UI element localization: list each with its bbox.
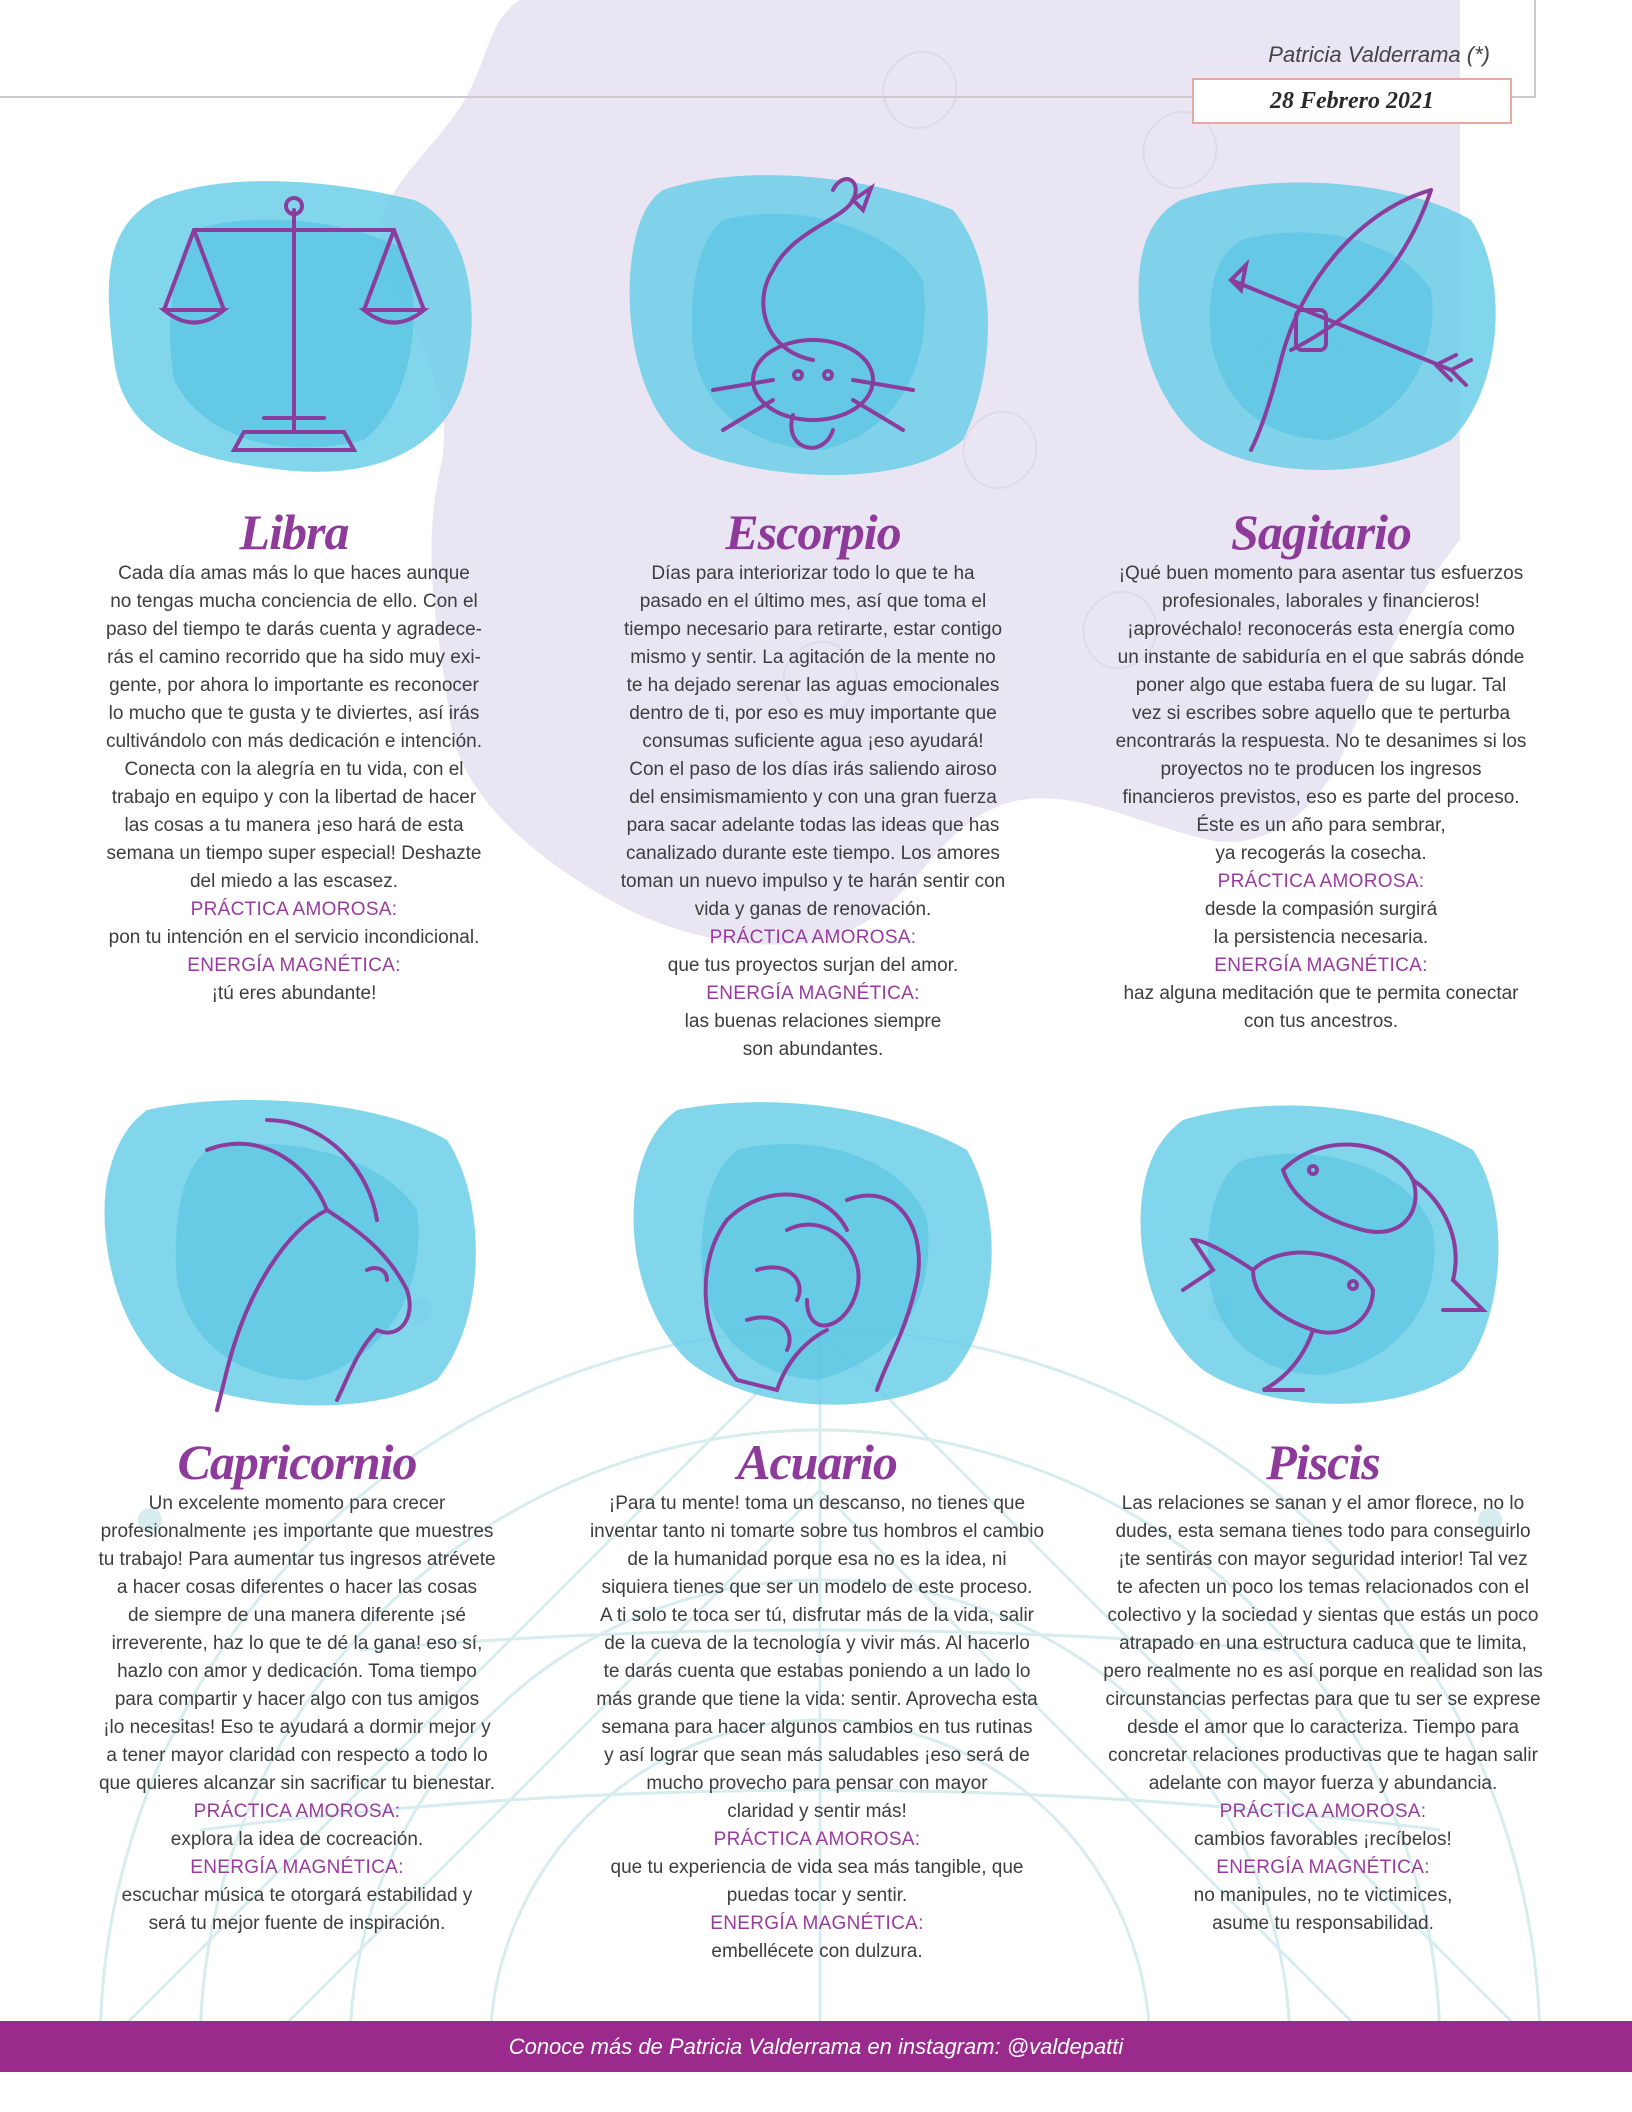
sign-escorpio xyxy=(583,160,1043,1064)
practica-amorosa-text: puedas tocar y sentir. xyxy=(726,1885,908,1906)
horoscope-line: poner algo que estaba fuera de su lugar. Tal xyxy=(1135,675,1507,696)
author-name: Patricia Valderrama (*) xyxy=(1268,42,1490,67)
two-fish-icon xyxy=(1113,1090,1533,1420)
horoscope-line: del miedo a las escasez. xyxy=(189,871,399,892)
horoscope-line: más grande que tiene la vida: sentir. Aprovecha esta xyxy=(596,1689,1038,1710)
horoscope-line: Las relaciones se sanan y el amor florece, no lo xyxy=(1121,1493,1525,1514)
horoscope-line: siquiera tienes que ser un modelo de este proceso. xyxy=(601,1577,1033,1598)
horoscope-line: A ti solo te toca ser tú, disfrutar más de la vida, salir xyxy=(599,1605,1035,1626)
libra-scales-icon xyxy=(84,160,504,490)
horoscope-line: irreverente, haz lo que te dé la gana! eso sí, xyxy=(111,1633,483,1654)
horoscope-line: de la humanidad porque esa no es la idea, ni xyxy=(627,1549,1007,1570)
footer-instagram-text: Conoce más de Patricia Valderrama en instagram: @valdepatti xyxy=(508,2033,1124,2059)
horoscope-line: Con el paso de los días irás saliendo airoso xyxy=(629,759,997,780)
horoscope-line: de siempre de una manera diferente ¡sé xyxy=(128,1605,466,1626)
footer-banner xyxy=(0,2021,1632,2072)
horoscope-line: Conecta con la alegría en tu vida, con el xyxy=(124,759,464,780)
sign-title: Libra xyxy=(239,504,349,560)
practica-amorosa-text: cambios favorables ¡recíbelos! xyxy=(1194,1829,1452,1850)
energia-magnetica-label: ENERGÍA MAGNÉTICA: xyxy=(706,983,920,1004)
energia-magnetica-label: ENERGÍA MAGNÉTICA: xyxy=(1216,1857,1430,1878)
energia-magnetica-text: embellécete con dulzura. xyxy=(711,1941,923,1962)
practica-amorosa-label: PRÁCTICA AMOROSA: xyxy=(709,927,917,948)
horoscope-line: hazlo con amor y dedicación. Toma tiempo xyxy=(117,1661,477,1682)
sign-illustration xyxy=(607,1090,1027,1420)
practica-amorosa-text: desde la compasión surgirá xyxy=(1204,899,1438,920)
horoscope-line: de la cueva de la tecnología y vivir más. Al hacerlo xyxy=(604,1633,1030,1654)
horoscope-line: pasado en el último mes, así que toma el xyxy=(639,591,987,612)
energia-magnetica-text: las buenas relaciones siempre xyxy=(684,1011,942,1032)
horoscope-line: ¡te sentirás con mayor seguridad interior! Tal vez xyxy=(1118,1549,1528,1570)
sign-sagitario xyxy=(1091,160,1551,1036)
energia-magnetica-text: haz alguna meditación que te permita conectar xyxy=(1123,983,1519,1004)
horoscope-line: desde el amor que lo caracteriza. Tiempo para xyxy=(1127,1717,1519,1738)
issue-date: 28 Febrero 2021 xyxy=(1270,87,1434,114)
horoscope-line: paso del tiempo te darás cuenta y agradece- xyxy=(105,619,482,640)
horoscope-line: vida y ganas de renovación. xyxy=(694,899,932,920)
horoscope-line: ¡lo necesitas! Eso te ayudará a dormir mejor y xyxy=(103,1717,491,1738)
horoscope-line: a tener mayor claridad con respecto a todo lo xyxy=(106,1745,488,1766)
bow-arrow-icon xyxy=(1111,160,1531,490)
practica-amorosa-label: PRÁCTICA AMOROSA: xyxy=(713,1829,921,1850)
horoscope-line: tiempo necesario para retirarte, estar contigo xyxy=(623,619,1003,640)
horoscope-line: y así lograr que sean más saludables ¡eso será de xyxy=(604,1745,1030,1766)
practica-amorosa-label: PRÁCTICA AMOROSA: xyxy=(1219,1801,1427,1822)
energia-magnetica-text: asume tu responsabilidad. xyxy=(1212,1913,1434,1934)
horoscope-line: toman un nuevo impulso y te harán sentir con xyxy=(620,871,1006,892)
horoscope-line: ¡Qué buen momento para asentar tus esfuerzos xyxy=(1118,563,1524,584)
sign-title: Capricornio xyxy=(177,1434,417,1490)
horoscope-line: del ensimismamiento y con una gran fuerza xyxy=(629,787,997,808)
sign-illustration xyxy=(1111,160,1531,490)
horoscope-line: Un excelente momento para crecer xyxy=(148,1493,446,1514)
horoscope-line: te afecten un poco los temas relacionados con el xyxy=(1117,1577,1529,1598)
date-box xyxy=(1192,78,1512,124)
horoscope-line: a hacer cosas diferentes o hacer las cosas xyxy=(116,1577,478,1598)
sign-body xyxy=(1093,1490,1553,1938)
water-jar-icon xyxy=(607,1090,1027,1420)
horoscope-line: te darás cuenta que estabas poniendo a un lado lo xyxy=(603,1661,1031,1682)
horoscope-line: inventar tanto ni tomarte sobre tus hombros el cambio xyxy=(589,1521,1045,1542)
horoscope-line: dudes, esta semana tienes todo para conseguirlo xyxy=(1115,1521,1531,1542)
sign-body xyxy=(587,1490,1047,1966)
practica-amorosa-text: que tus proyectos surjan del amor. xyxy=(667,955,959,976)
horoscope-line: rás el camino recorrido que ha sido muy exi- xyxy=(107,647,481,668)
horoscope-line: ¡aprovéchalo! reconocerás esta energía como xyxy=(1127,619,1515,640)
energia-magnetica-label: ENERGÍA MAGNÉTICA: xyxy=(187,955,401,976)
goat-icon xyxy=(87,1090,507,1420)
sign-body xyxy=(67,1490,527,1938)
sign-illustration xyxy=(87,1090,507,1420)
horoscope-line: mucho provecho para pensar con mayor xyxy=(646,1773,988,1794)
energia-magnetica-text: escuchar música te otorgará estabilidad y xyxy=(121,1885,473,1906)
sign-acuario xyxy=(587,1090,1047,1966)
horoscope-line: atrapado en una estructura caduca que te limita, xyxy=(1119,1633,1527,1654)
horoscope-line: un instante de sabiduría en el que sabrás dónde xyxy=(1117,647,1525,668)
horoscope-line: dentro de ti, por eso es muy importante que xyxy=(629,703,997,724)
sign-body xyxy=(64,560,524,1008)
practica-amorosa-label: PRÁCTICA AMOROSA: xyxy=(190,899,398,920)
horoscope-line: Cada día amas más lo que haces aunque xyxy=(118,563,470,584)
sign-title: Escorpio xyxy=(725,504,901,560)
sign-piscis xyxy=(1093,1090,1553,1938)
horoscope-line: adelante con mayor fuerza y abundancia. xyxy=(1148,1773,1498,1794)
practica-amorosa-text: explora la idea de cocreación. xyxy=(170,1829,424,1850)
horoscope-line: las cosas a tu manera ¡eso hará de esta xyxy=(124,815,464,836)
energia-magnetica-text: no manipules, no te victimices, xyxy=(1193,1885,1453,1906)
sign-title: Sagitario xyxy=(1231,504,1411,560)
sign-libra xyxy=(64,160,524,1008)
horoscope-line: pero realmente no es así porque en realidad son las xyxy=(1103,1661,1543,1682)
horoscope-line: encontrarás la respuesta. No te desanimes si los xyxy=(1115,731,1527,752)
horoscope-line: cultivándolo con más dedicación e intención. xyxy=(105,731,482,752)
horoscope-line: semana un tiempo super especial! Deshazte xyxy=(106,843,482,864)
practica-amorosa-text: que tu experiencia de vida sea más tangible, que xyxy=(610,1857,1024,1878)
horoscope-line: semana para hacer algunos cambios en tus rutinas xyxy=(601,1717,1033,1738)
horoscope-line: gente, por ahora lo importante es reconocer xyxy=(109,675,479,696)
horoscope-line: tu trabajo! Para aumentar tus ingresos atrévete xyxy=(98,1549,496,1570)
horoscope-line: colectivo y la sociedad y sientas que estás un poco xyxy=(1107,1605,1539,1626)
horoscope-line: te ha dejado serenar las aguas emocionales xyxy=(626,675,1000,696)
practica-amorosa-text: pon tu intención en el servicio incondicional. xyxy=(108,927,480,948)
horoscope-line: lo mucho que te gusta y te diviertes, así irás xyxy=(108,703,480,724)
sign-body xyxy=(1091,560,1551,1036)
sign-title: Acuario xyxy=(737,1434,897,1490)
horoscope-line: vez si escribes sobre aquello que te perturba xyxy=(1131,703,1511,724)
horoscope-line: concretar relaciones productivas que te hagan salir xyxy=(1108,1745,1538,1766)
horoscope-line: consumas suficiente agua ¡eso ayudará! xyxy=(642,731,984,752)
practica-amorosa-text: la persistencia necesaria. xyxy=(1213,927,1429,948)
horoscope-line: ¡Para tu mente! toma un descanso, no tienes que xyxy=(608,1493,1026,1514)
sign-illustration xyxy=(603,160,1023,490)
energia-magnetica-label: ENERGÍA MAGNÉTICA: xyxy=(190,1857,404,1878)
horoscope-line: trabajo en equipo y con la libertad de hacer xyxy=(111,787,477,808)
sign-illustration xyxy=(1113,1090,1533,1420)
horoscope-line: Días para interiorizar todo lo que te ha xyxy=(651,563,975,584)
practica-amorosa-label: PRÁCTICA AMOROSA: xyxy=(193,1801,401,1822)
horoscope-line: Éste es un año para sembrar, xyxy=(1196,815,1446,836)
horoscope-line: no tengas mucha conciencia de ello. Con el xyxy=(110,591,478,612)
practica-amorosa-label: PRÁCTICA AMOROSA: xyxy=(1217,871,1425,892)
horoscope-line: mismo y sentir. La agitación de la mente no xyxy=(630,647,996,668)
horoscope-line: profesionalmente ¡es importante que muestres xyxy=(100,1521,494,1542)
horoscope-line: financieros previstos, eso es parte del proceso. xyxy=(1122,787,1520,808)
sign-title: Piscis xyxy=(1266,1434,1380,1490)
energia-magnetica-text: será tu mejor fuente de inspiración. xyxy=(148,1913,446,1934)
horoscope-line: para compartir y hacer algo con tus amigos xyxy=(114,1689,480,1710)
energia-magnetica-text: ¡tú eres abundante! xyxy=(211,983,377,1004)
horoscope-line: para sacar adelante todas las ideas que has xyxy=(626,815,1000,836)
scorpion-icon xyxy=(603,160,1023,490)
horoscope-line: proyectos no te producen los ingresos xyxy=(1160,759,1482,780)
horoscope-line: circunstancias perfectas para que tu ser se exprese xyxy=(1105,1689,1541,1710)
sign-capricornio xyxy=(67,1090,527,1938)
horoscope-line: canalizado durante este tiempo. Los amores xyxy=(626,843,1000,864)
sign-body xyxy=(583,560,1043,1064)
energia-magnetica-label: ENERGÍA MAGNÉTICA: xyxy=(710,1913,924,1934)
header-vertical-rule xyxy=(1534,0,1536,98)
horoscope-line: claridad y sentir más! xyxy=(727,1801,907,1822)
horoscope-line: profesionales, laborales y financieros! xyxy=(1162,591,1480,612)
energia-magnetica-text: son abundantes. xyxy=(742,1039,884,1060)
horoscope-line: que quieres alcanzar sin sacrificar tu bienestar. xyxy=(98,1773,496,1794)
horoscope-line: ya recogerás la cosecha. xyxy=(1215,843,1427,864)
energia-magnetica-label: ENERGÍA MAGNÉTICA: xyxy=(1214,955,1428,976)
sign-illustration xyxy=(84,160,504,490)
energia-magnetica-text: con tus ancestros. xyxy=(1243,1011,1399,1032)
